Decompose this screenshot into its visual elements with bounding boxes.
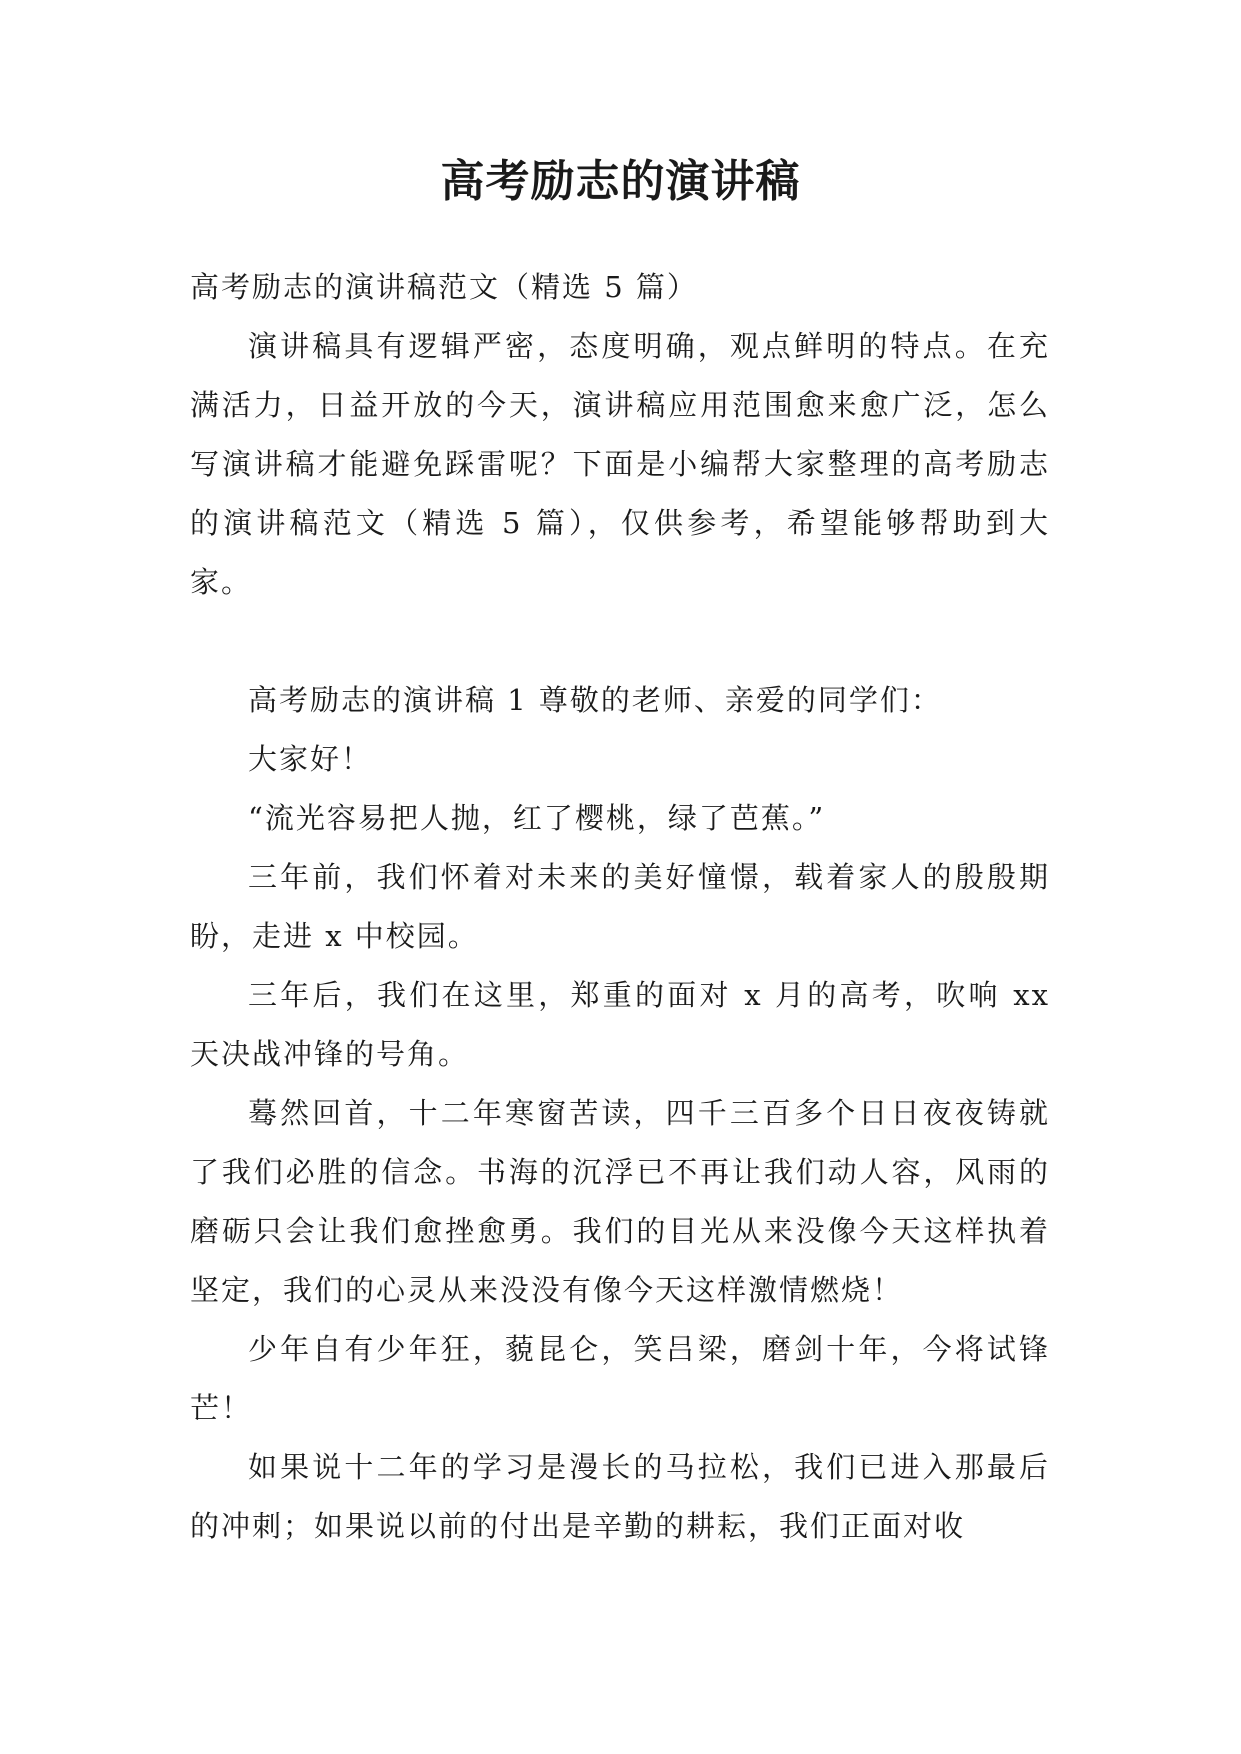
document-subtitle: 高考励志的演讲稿范文（精选 5 篇） <box>190 270 698 304</box>
document-title: 高考励志的演讲稿 <box>440 156 801 207</box>
body-paragraph: 三年后，我们在这里，郑重的面对 x 月的高考，吹响 xx 天决战冲锋的号角。 <box>190 978 1050 1071</box>
body-paragraph: 少年自有少年狂，藐昆仑，笑吕梁，磨剑十年，今将试锋芒！ <box>190 1332 1050 1425</box>
intro-paragraph: 演讲稿具有逻辑严密，态度明确，观点鲜明的特点。在充满活力，日益开放的今天，演讲稿应用范围愈来愈广泛，怎么写演讲稿才能避免踩雷呢？下面是小编帮大家整理的高考励志的演讲稿范文（精选 5 篇），仅供参考，希望能够帮助到大家。 <box>190 329 1050 599</box>
document-body <box>190 258 1050 1556</box>
quote-line: “流光容易把人抛，红了樱桃，绿了芭蕉。” <box>248 801 826 835</box>
body-paragraph: 如果说十二年的学习是漫长的马拉松，我们已进入那最后的冲刺；如果说以前的付出是辛勤的耕耘，我们正面对收 <box>190 1450 1050 1543</box>
body-paragraph: 三年前，我们怀着对未来的美好憧憬，载着家人的殷殷期盼，走进 x 中校园。 <box>190 860 1050 953</box>
greeting-line: 大家好！ <box>248 742 373 776</box>
body-paragraph: 蓦然回首，十二年寒窗苦读，四千三百多个日日夜夜铸就了我们必胜的信念。书海的沉浮已不再让我们动人容，风雨的磨砺只会让我们愈挫愈勇。我们的目光从来没像今天这样执着坚定，我们的心灵从来没没有像今天这样激情燃烧！ <box>190 1096 1050 1307</box>
paragraph-gap <box>190 612 1050 671</box>
section-heading: 高考励志的演讲稿 1 尊敬的老师、亲爱的同学们： <box>248 683 942 717</box>
